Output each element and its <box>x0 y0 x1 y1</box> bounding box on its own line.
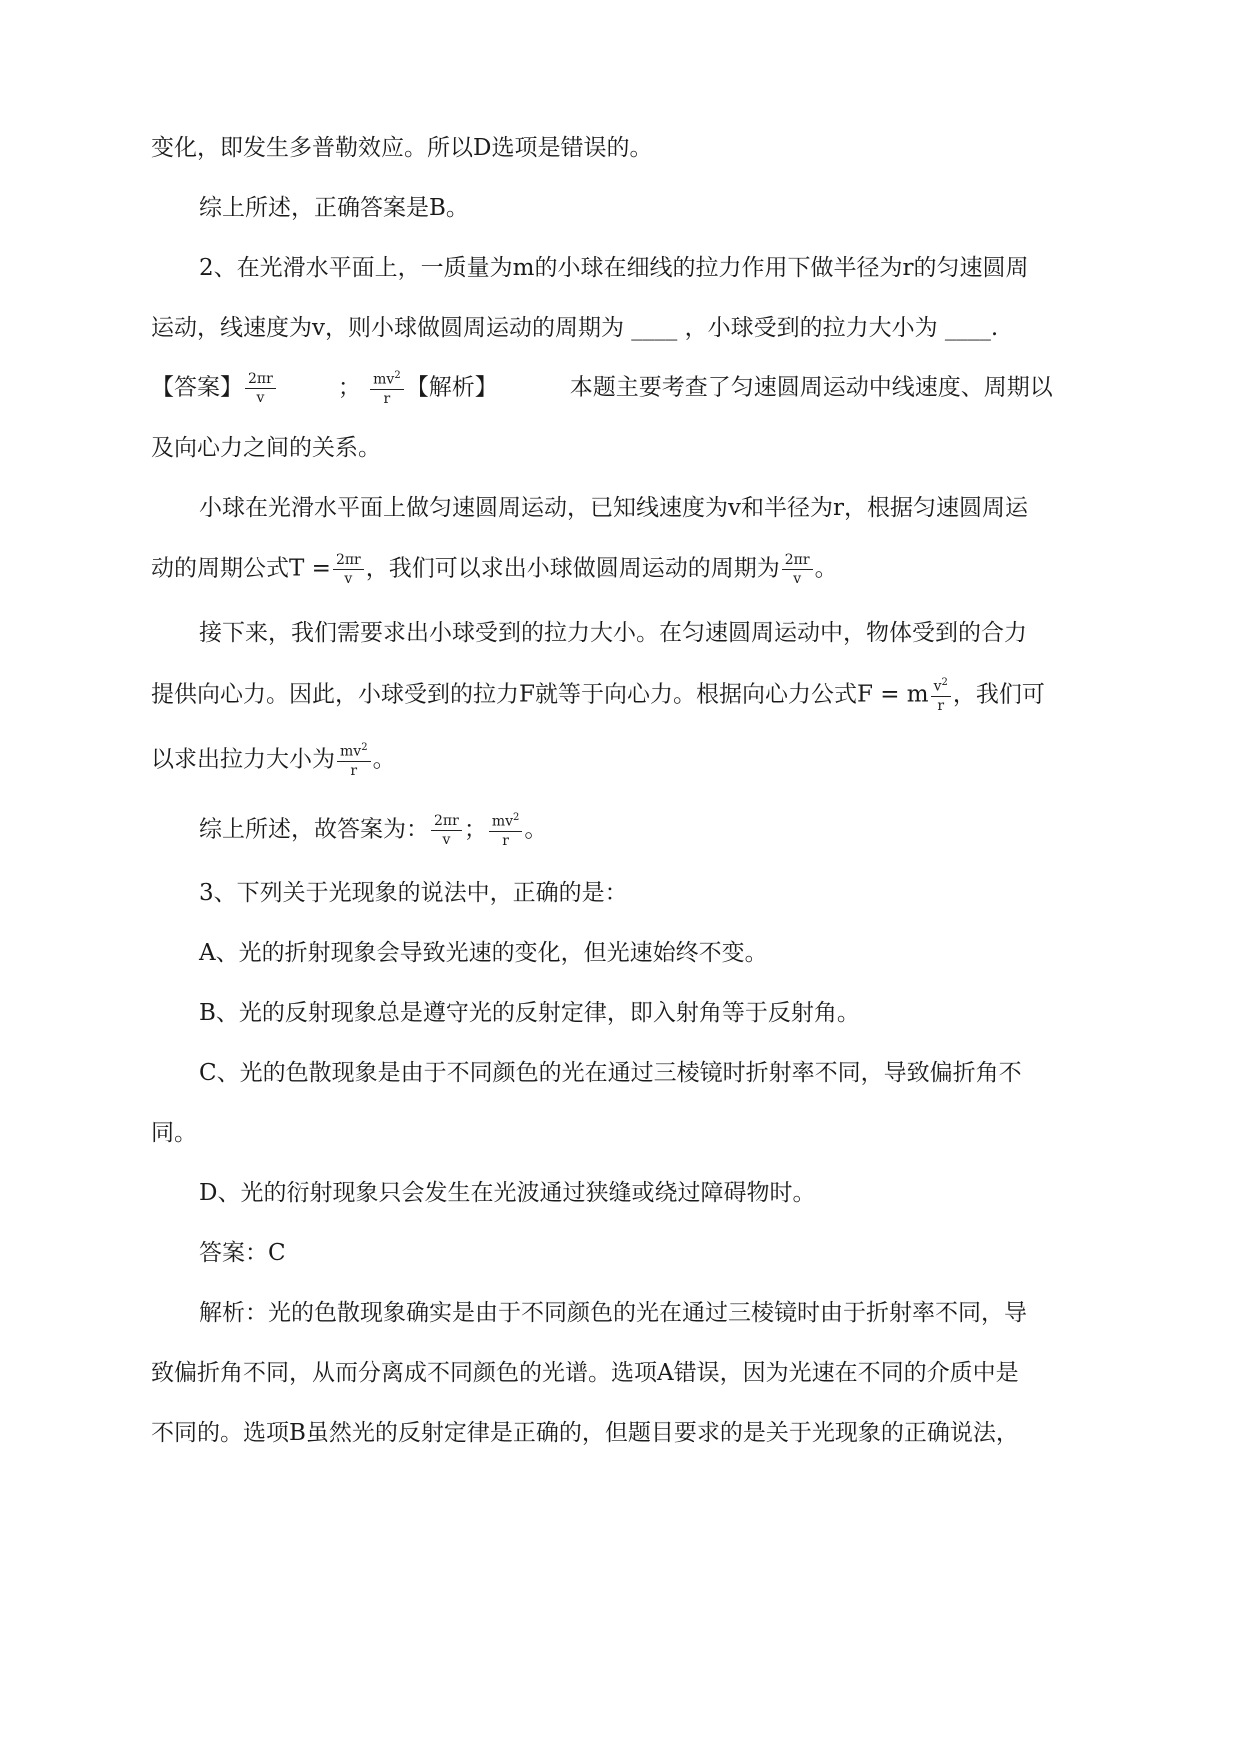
text-line: 综上所述，正确答案是B。 <box>199 195 469 221</box>
period-formula-line: 动的周期公式T = $\frac{2\pi r}{v}$ ，我们可以求出小球做圆周运动的周期为 $\frac{2\pi r}{v}$ 。 <box>151 552 838 587</box>
text-line: 小球在光滑水平面上做匀速圆周运动，已知线速度为v和半径为r，根据匀速圆周运 <box>199 495 1028 521</box>
period-fraction: $\frac{2\pi r}{v}$ <box>431 814 462 847</box>
separator: ； <box>337 374 361 401</box>
fraction-denominator: v <box>256 389 265 406</box>
option-c-cont: 同。 <box>151 1120 197 1146</box>
fraction-numerator: 2πr <box>245 372 276 389</box>
analysis-text: 解析：光的色散现象确实是由于不同颜色的光在通过三棱镜时由于折射率不同，导 <box>199 1300 1027 1326</box>
analysis-text: 本题主要考查了匀速圆周运动中线速度、周期以 <box>569 374 1053 401</box>
question-3-stem: 3、下列关于光现象的说法中，正确的是： <box>199 880 628 906</box>
fraction-denominator: r <box>383 390 391 407</box>
answer-text: 答案：C <box>199 1240 286 1266</box>
force-result-line: 以求出拉力大小为 $\frac{mv^2}{r}$ 。 <box>151 742 396 779</box>
analysis-label: 【解析】 <box>405 374 498 401</box>
option-d: D、光的衍射现象只会发生在光波通过狭缝或绕过障碍物时。 <box>199 1180 816 1206</box>
analysis-text: 不同的。选项B虽然光的反射定律是正确的，但题目要求的是关于光现象的正确说法， <box>151 1420 1019 1446</box>
force-fraction: $\frac{mv^2}{r}$ <box>337 743 371 778</box>
fraction-numerator: $mv^2$ <box>370 371 404 390</box>
option-c: C、光的色散现象是由于不同颜色的光在通过三棱镜时折射率不同，导致偏折角不 <box>199 1060 1022 1086</box>
period-fraction <box>245 372 276 405</box>
question-2-stem-cont: 运动，线速度为v，则小球做圆周运动的周期为 ____ ，小球受到的拉力大小为 ____. <box>151 315 999 341</box>
period-fraction: $\frac{2\pi r}{v}$ <box>782 553 813 586</box>
option-b: B、光的反射现象总是遵守光的反射定律，即入射角等于反射角。 <box>199 1000 860 1026</box>
summary-line: 综上所述，故答案为： $\frac{2\pi r}{v}$ ； $\frac{mv^2}{r}$ 。 <box>199 812 548 849</box>
question-2-stem: 2、在光滑水平面上，一质量为m的小球在细线的拉力作用下做半径为r的匀速圆周 <box>199 255 1029 281</box>
v-squared-over-r-fraction: $\frac{v^2}{r}$ <box>931 678 951 713</box>
text-line: 变化，即发生多普勒效应。所以D选项是错误的。 <box>151 135 653 161</box>
force-formula-line: 提供向心力。因此，小球受到的拉力F就等于向心力。根据向心力公式F = m $\frac{v^2}{r}$ ，我们可 <box>151 677 1045 714</box>
force-fraction: $\frac{mv^2}{r}$ <box>489 813 523 848</box>
text-line: 接下来，我们需要求出小球受到的拉力大小。在匀速圆周运动中，物体受到的合力 <box>199 620 1027 646</box>
analysis-text: 致偏折角不同，从而分离成不同颜色的光谱。选项A错误，因为光速在不同的介质中是 <box>151 1360 1019 1386</box>
force-fraction <box>370 371 404 406</box>
period-fraction: $\frac{2\pi r}{v}$ <box>333 553 364 586</box>
answer-label: 【答案】 <box>151 374 243 401</box>
answer-line <box>151 371 1053 406</box>
text-line: 及向心力之间的关系。 <box>151 435 381 461</box>
option-a: A、光的折射现象会导致光速的变化，但光速始终不变。 <box>199 940 768 966</box>
